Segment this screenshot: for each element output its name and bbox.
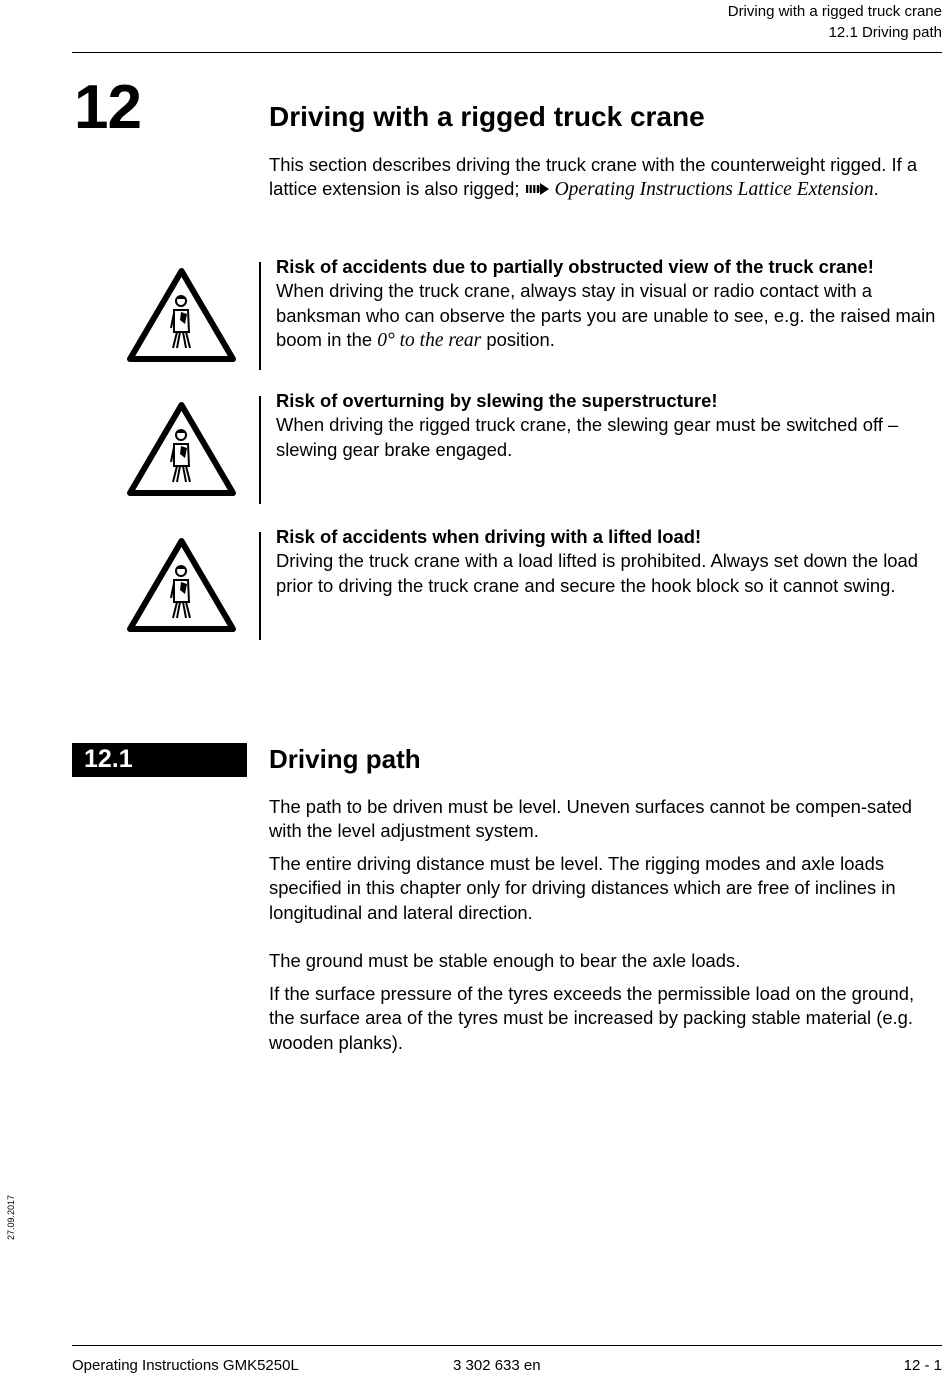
- warning-bar: [259, 262, 261, 370]
- warning-title: Risk of accidents when driving with a lifted load!: [276, 526, 702, 547]
- side-date: 27.09.2017: [6, 1194, 16, 1240]
- section-paragraph: The path to be driven must be level. Uneven surfaces cannot be compen-sated with the level adjustment system.: [269, 796, 913, 842]
- section-title: Driving path: [269, 744, 421, 774]
- footer-divider: [72, 1345, 942, 1346]
- footer-document-title: Operating Instructions GMK5250L: [72, 1357, 299, 1374]
- intro-text: This section describes driving the truck crane with the counterweight rigged. If a lattice extension is also rigged;: [269, 154, 918, 200]
- header-chapter-title: Driving with a rigged truck crane: [727, 3, 942, 20]
- warning-title: Risk of overturning by slewing the superstructure!: [276, 390, 718, 411]
- section-paragraph: The ground must be stable enough to bear the axle loads.: [269, 950, 741, 971]
- header-divider: [72, 52, 942, 53]
- intro-reference[interactable]: Operating Instructions Lattice Extension: [554, 179, 874, 201]
- section-number: 12.1: [84, 745, 133, 773]
- warning-text-part: When driving the truck crane, always stay in visual or radio contact with a banksman who can observe the parts you are unable to see, e.g. the raised main boom in the: [276, 280, 936, 350]
- warning-block: [276, 389, 942, 462]
- intro-end: .: [873, 178, 879, 200]
- warning-title: Risk of accidents due to partially obstructed view of the truck crane!: [276, 256, 874, 277]
- warning-text-part: position.: [481, 328, 555, 350]
- header-section-title: 12.1 Driving path: [828, 24, 942, 41]
- section-paragraph: If the surface pressure of the tyres exceeds the permissible load on the ground, the surface area of the tyres must be increased by packing stable material (e.g. wooden planks).: [269, 983, 915, 1053]
- warning-block: [276, 525, 942, 598]
- cross-reference-arrow-icon: [525, 178, 555, 202]
- warning-text: [276, 279, 942, 353]
- warning-text-reference: 0° to the rear: [377, 329, 482, 351]
- footer-document-number: 3 302 633 en: [453, 1357, 541, 1374]
- warning-person-icon: [125, 536, 238, 634]
- warning-bar: [259, 532, 261, 640]
- warning-text: When driving the rigged truck crane, the slewing gear must be switched off – slewing gear brake engaged.: [276, 414, 899, 460]
- warning-text: Driving the truck crane with a load lifted is prohibited. Always set down the load prior to driving the truck crane and secure the hook block so it cannot swing.: [276, 550, 918, 596]
- section-paragraph: The entire driving distance must be level. The rigging modes and axle loads specified in this chapter only for driving distances which are free of inclines in longitudinal and lateral direction.: [269, 853, 896, 923]
- chapter-number: 12: [74, 73, 141, 142]
- warning-person-icon: [125, 266, 238, 364]
- footer-page-number: 12 - 1: [903, 1357, 942, 1374]
- chapter-intro: [269, 153, 941, 203]
- warning-bar: [259, 396, 261, 504]
- warning-block: [276, 255, 942, 353]
- chapter-title: Driving with a rigged truck crane: [269, 101, 705, 132]
- warning-person-icon: [125, 400, 238, 498]
